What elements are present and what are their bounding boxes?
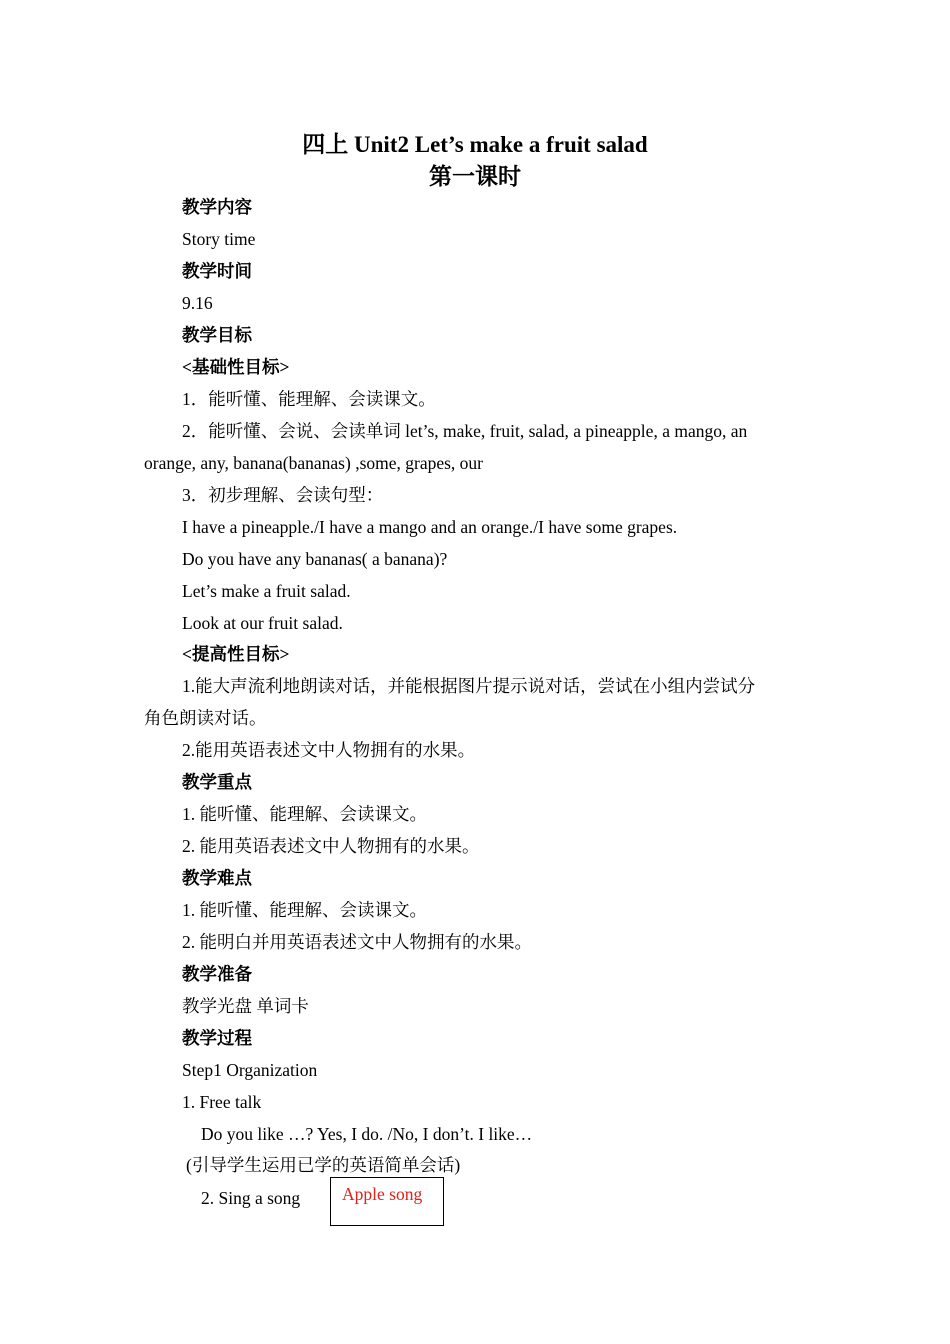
free-talk-dialog: Do you like …? Yes, I do. /No, I don’t. I like…: [201, 1124, 533, 1144]
sentence-4: Look at our fruit salad.: [182, 613, 343, 633]
key-point-1: 1. 能听懂、能理解、会读课文。: [182, 804, 427, 824]
sentence-1: I have a pineapple./I have a mango and an orange./I have some grapes.: [182, 517, 678, 537]
advanced-goal-1-line2: 角色朗读对话。: [144, 708, 267, 728]
difficult-points-heading: 教学难点: [182, 868, 252, 888]
process-heading: 教学过程: [182, 1028, 252, 1048]
song-textbox-label: Apple song: [342, 1184, 423, 1204]
page-subtitle: 第一课时: [429, 164, 521, 189]
prep-heading: 教学准备: [182, 964, 252, 984]
key-points-heading: 教学重点: [182, 772, 252, 792]
difficult-point-1: 1. 能听懂、能理解、会读课文。: [182, 900, 427, 920]
sing-song: 2. Sing a song: [201, 1188, 301, 1208]
sentence-2: Do you have any bananas( a banana)?: [182, 549, 448, 569]
song-textbox: [330, 1177, 444, 1226]
basic-goals-heading: <基础性目标>: [182, 357, 290, 377]
time-text: 9.16: [182, 293, 213, 313]
content-heading: 教学内容: [182, 197, 252, 217]
prep-text: 教学光盘 单词卡: [182, 996, 309, 1016]
content-text: Story time: [182, 229, 256, 249]
free-talk-note: (引导学生运用已学的英语简单会话): [186, 1155, 461, 1175]
difficult-point-2: 2. 能明白并用英语表述文中人物拥有的水果。: [182, 932, 532, 952]
goals-heading: 教学目标: [182, 325, 252, 345]
page-title: 四上 Unit2 Let’s make a fruit salad: [302, 132, 648, 157]
basic-goal-3: 3．初步理解、会读句型：: [182, 485, 384, 505]
sentence-3: Let’s make a fruit salad.: [182, 581, 351, 601]
basic-goal-2-line1: 2．能听懂、会说、会读单词 let’s, make, fruit, salad, a pineapple, a mango, an: [182, 421, 748, 441]
time-heading: 教学时间: [182, 261, 252, 281]
basic-goal-2-line2: orange, any, banana(bananas) ,some, grapes, our: [144, 453, 484, 473]
step1-title: Step1 Organization: [182, 1060, 318, 1080]
advanced-goal-2: 2.能用英语表述文中人物拥有的水果。: [182, 740, 476, 760]
advanced-goal-1-line1: 1.能大声流利地朗读对话，并能根据图片提示说对话，尝试在小组内尝试分: [182, 676, 756, 696]
advanced-goals-heading: <提高性目标>: [182, 644, 290, 664]
basic-goal-1: 1．能听懂、能理解、会读课文。: [182, 389, 436, 409]
free-talk: 1. Free talk: [182, 1092, 262, 1112]
key-point-2: 2. 能用英语表述文中人物拥有的水果。: [182, 836, 480, 856]
